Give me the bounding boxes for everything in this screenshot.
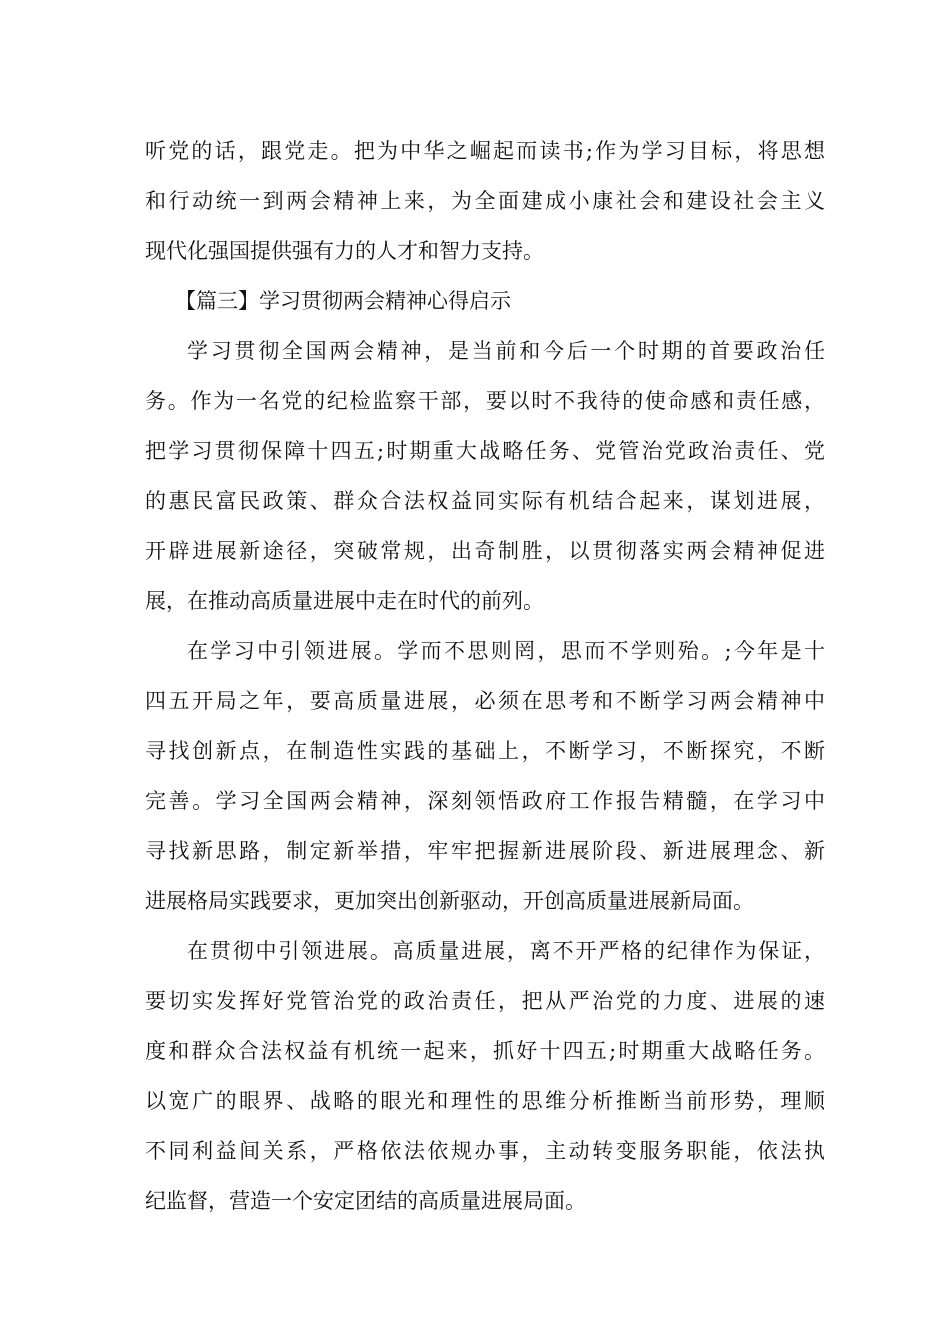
text-line: 务。作为一名党的纪检监察干部，要以时不我待的使命感和责任感， [145,389,825,413]
text-line: 寻找新思路，制定新举措，牢牢把握新进展阶段、新进展理念、新 [145,839,825,863]
text-line: 开辟进展新途径，突破常规，出奇制胜，以贯彻落实两会精神促进 [145,539,825,563]
text-line: 现代化强国提供强有力的人才和智力支持。 [145,239,544,263]
text-line: 以宽广的眼界、战略的眼光和理性的思维分析推断当前形势，理顺 [145,1089,825,1113]
text-line: 听党的话，跟党走。把为中华之崛起而读书;作为学习目标，将思想 [145,139,825,163]
text-line: 把学习贯彻保障十四五;时期重大战略任务、党管治党政治责任、党 [145,439,825,463]
text-line: 进展格局实践要求，更加突出创新驱动，开创高质量进展新局面。 [145,889,754,913]
text-line: 学习贯彻全国两会精神，是当前和今后一个时期的首要政治任 [187,339,825,363]
text-line: 和行动统一到两会精神上来，为全面建成小康社会和建设社会主义 [145,189,825,213]
text-line: 寻找创新点，在制造性实践的基础上，不断学习，不断探究，不断 [145,739,825,763]
text-line: 纪监督，营造一个安定团结的高质量进展局面。 [145,1189,586,1213]
section-heading: 【篇三】学习贯彻两会精神心得启示 [175,289,511,313]
text-line: 的惠民富民政策、群众合法权益同实际有机结合起来，谋划进展， [145,489,825,513]
text-line: 展，在推动高质量进展中走在时代的前列。 [145,589,544,613]
text-line: 四五开局之年，要高质量进展，必须在思考和不断学习两会精神中 [145,689,825,713]
text-line: 不同利益间关系，严格依法依规办事，主动转变服务职能，依法执 [145,1139,825,1163]
text-line: 在贯彻中引领进展。高质量进展，离不开严格的纪律作为保证， [187,939,825,963]
text-line: 要切实发挥好党管治党的政治责任，把从严治党的力度、进展的速 [145,989,825,1013]
text-line: 度和群众合法权益有机统一起来，抓好十四五;时期重大战略任务。 [145,1039,825,1063]
text-line: 在学习中引领进展。学而不思则罔，思而不学则殆。;今年是十 [187,639,825,663]
text-line: 完善。学习全国两会精神，深刻领悟政府工作报告精髓，在学习中 [145,789,825,813]
